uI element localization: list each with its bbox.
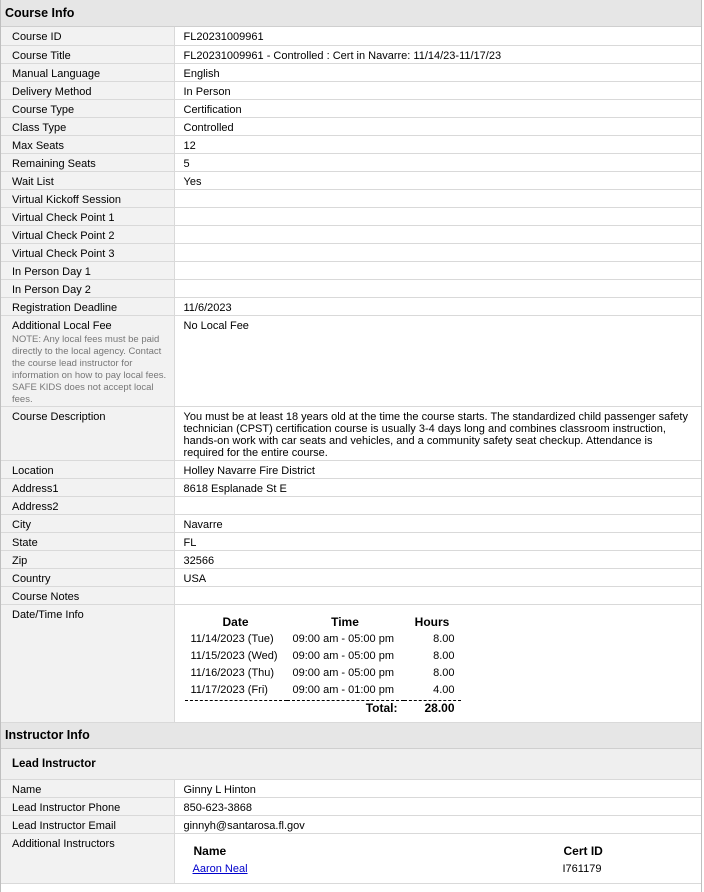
additional-instructors-label: Additional Instructors bbox=[1, 834, 174, 884]
row-label: Virtual Kickoff Session bbox=[1, 189, 174, 207]
row-value bbox=[174, 496, 701, 514]
info-row bbox=[1, 478, 701, 496]
schedule-time-cell: 09:00 am - 05:00 pm bbox=[292, 632, 395, 645]
row-value: FL20231009961 - Controlled : Cert in Navarre: 11/14/23-11/17/23 bbox=[174, 45, 701, 63]
info-row bbox=[1, 798, 701, 816]
info-row bbox=[1, 153, 701, 171]
local-fee-label: Additional Local Fee bbox=[12, 319, 112, 332]
info-row bbox=[1, 135, 701, 153]
schedule-hours-cell: 8.00 bbox=[433, 666, 455, 679]
row-label: Virtual Check Point 3 bbox=[1, 243, 174, 261]
row-value: 5 bbox=[174, 153, 701, 171]
instructor-info-title: Instructor Info bbox=[5, 728, 90, 742]
lead-instructor-title: Lead Instructor bbox=[12, 757, 96, 770]
info-row bbox=[1, 45, 701, 63]
info-row bbox=[1, 816, 701, 834]
schedule-time-cell: 09:00 am - 01:00 pm bbox=[292, 683, 395, 696]
schedule-row bbox=[185, 633, 461, 650]
row-value bbox=[174, 243, 701, 261]
info-row bbox=[1, 550, 701, 568]
row-label: Lead Instructor Phone bbox=[1, 798, 174, 816]
datetime-row bbox=[1, 604, 701, 722]
schedule-total-label: Total: bbox=[287, 701, 404, 720]
row-label: Course Title bbox=[1, 45, 174, 63]
row-label: Virtual Check Point 1 bbox=[1, 207, 174, 225]
row-label: Name bbox=[1, 780, 174, 798]
instructor-cert-id: I761179 bbox=[562, 863, 602, 875]
row-value bbox=[174, 225, 701, 243]
additional-instructor-row bbox=[193, 863, 702, 883]
schedule-date-cell: 11/16/2023 (Thu) bbox=[190, 666, 275, 679]
schedule-total-value: 28.00 bbox=[404, 701, 461, 720]
info-row bbox=[1, 243, 701, 261]
schedule-date-cell: 11/17/2023 (Fri) bbox=[190, 683, 268, 696]
info-row bbox=[1, 81, 701, 99]
row-label: Wait List bbox=[1, 171, 174, 189]
schedule-time-cell: 09:00 am - 05:00 pm bbox=[292, 666, 395, 679]
instructor-info-table bbox=[1, 780, 701, 885]
row-value: Yes bbox=[174, 171, 701, 189]
schedule-hours-header: Hours bbox=[414, 614, 450, 629]
row-label: Registration Deadline bbox=[1, 297, 174, 315]
row-label: Virtual Check Point 2 bbox=[1, 225, 174, 243]
info-row bbox=[1, 27, 701, 45]
row-label: Max Seats bbox=[1, 135, 174, 153]
row-value: English bbox=[174, 63, 701, 81]
row-value: Ginny L Hinton bbox=[174, 780, 701, 798]
info-row bbox=[1, 496, 701, 514]
row-label: Zip bbox=[1, 550, 174, 568]
course-description-value: You must be at least 18 years old at the time the course starts. The standardized child passenger safety technician (CPST) certification course is usually 3-4 days long and combines classroom instruction, hands-on work with car seats and vehicles, and a community safety seat checkup. Attendance is required for the entire course. bbox=[183, 410, 688, 459]
info-row bbox=[1, 279, 701, 297]
info-row bbox=[1, 532, 701, 550]
row-label: Delivery Method bbox=[1, 81, 174, 99]
course-info-header bbox=[1, 0, 701, 27]
row-value bbox=[174, 261, 701, 279]
course-info-title: Course Info bbox=[5, 6, 75, 20]
row-label: Remaining Seats bbox=[1, 153, 174, 171]
row-value bbox=[174, 207, 701, 225]
schedule-row bbox=[185, 667, 461, 684]
schedule-row bbox=[185, 650, 461, 667]
additional-instructors-row bbox=[1, 834, 701, 884]
row-label: Lead Instructor Email bbox=[1, 816, 174, 834]
local-fee-row bbox=[1, 315, 701, 406]
row-label: In Person Day 2 bbox=[1, 279, 174, 297]
info-row bbox=[1, 117, 701, 135]
instructor-info-header bbox=[1, 723, 701, 749]
row-value: Certification bbox=[174, 99, 701, 117]
row-label: Class Type bbox=[1, 117, 174, 135]
row-value: ginnyh@santarosa.fl.gov bbox=[174, 816, 701, 834]
course-info-table bbox=[1, 27, 701, 723]
row-value: Navarre bbox=[174, 514, 701, 532]
instructor-name-cell bbox=[193, 863, 563, 883]
course-description-label: Course Description bbox=[1, 406, 174, 460]
row-label: In Person Day 1 bbox=[1, 261, 174, 279]
schedule-date-cell: 11/15/2023 (Wed) bbox=[190, 649, 278, 662]
row-value: 11/6/2023 bbox=[174, 297, 701, 315]
row-value: 850-623-3868 bbox=[174, 798, 701, 816]
info-row bbox=[1, 460, 701, 478]
schedule-hours-cell: 4.00 bbox=[433, 683, 455, 696]
row-value: USA bbox=[174, 568, 701, 586]
row-label: Course Notes bbox=[1, 586, 174, 604]
row-value: 32566 bbox=[174, 550, 701, 568]
info-row bbox=[1, 586, 701, 604]
additional-instructors-table bbox=[193, 839, 702, 883]
info-row bbox=[1, 171, 701, 189]
schedule-time-cell: 09:00 am - 05:00 pm bbox=[292, 649, 395, 662]
info-row bbox=[1, 514, 701, 532]
schedule-hours-cell: 8.00 bbox=[433, 632, 455, 645]
info-row bbox=[1, 207, 701, 225]
schedule-date-cell: 11/14/2023 (Tue) bbox=[190, 632, 274, 645]
schedule-table bbox=[185, 611, 461, 720]
info-row bbox=[1, 189, 701, 207]
row-label: Course Type bbox=[1, 99, 174, 117]
row-label: Location bbox=[1, 460, 174, 478]
row-value bbox=[174, 279, 701, 297]
additional-cert-header: Cert ID bbox=[563, 844, 603, 858]
local-fee-value: No Local Fee bbox=[174, 315, 701, 406]
schedule-row bbox=[185, 684, 461, 701]
row-value: Holley Navarre Fire District bbox=[174, 460, 701, 478]
row-value bbox=[174, 586, 701, 604]
info-row bbox=[1, 568, 701, 586]
lead-instructor-header bbox=[1, 749, 701, 780]
info-row bbox=[1, 225, 701, 243]
additional-name-header: Name bbox=[193, 844, 227, 858]
info-row bbox=[1, 63, 701, 81]
row-value: 12 bbox=[174, 135, 701, 153]
info-row bbox=[1, 297, 701, 315]
row-value: FL bbox=[174, 532, 701, 550]
schedule-time-header: Time bbox=[331, 614, 359, 629]
row-value: Controlled bbox=[174, 117, 701, 135]
row-label: Country bbox=[1, 568, 174, 586]
local-fee-note: NOTE: Any local fees must be paid directly to the local agency. Contact the course lead instructor for information on how to pay local fees. SAFE KIDS does not accept local fees. bbox=[12, 333, 167, 405]
schedule-hours-cell: 8.00 bbox=[433, 649, 455, 662]
course-description-row bbox=[1, 406, 701, 460]
row-label: State bbox=[1, 532, 174, 550]
local-fee-label-cell bbox=[1, 315, 174, 406]
instructor-name-link[interactable]: Aaron Neal bbox=[192, 863, 248, 875]
row-label: Course ID bbox=[1, 27, 174, 45]
row-label: Manual Language bbox=[1, 63, 174, 81]
info-row bbox=[1, 99, 701, 117]
row-value: 8618 Esplanade St E bbox=[174, 478, 701, 496]
row-value: In Person bbox=[174, 81, 701, 99]
schedule-date-header: Date bbox=[222, 614, 249, 629]
info-row bbox=[1, 261, 701, 279]
row-label: Address1 bbox=[1, 478, 174, 496]
row-value: FL20231009961 bbox=[174, 27, 701, 45]
info-row bbox=[1, 780, 701, 798]
row-label: City bbox=[1, 514, 174, 532]
row-value bbox=[174, 189, 701, 207]
schedule-total-row bbox=[185, 701, 461, 720]
row-label: Address2 bbox=[1, 496, 174, 514]
datetime-label: Date/Time Info bbox=[1, 604, 174, 722]
